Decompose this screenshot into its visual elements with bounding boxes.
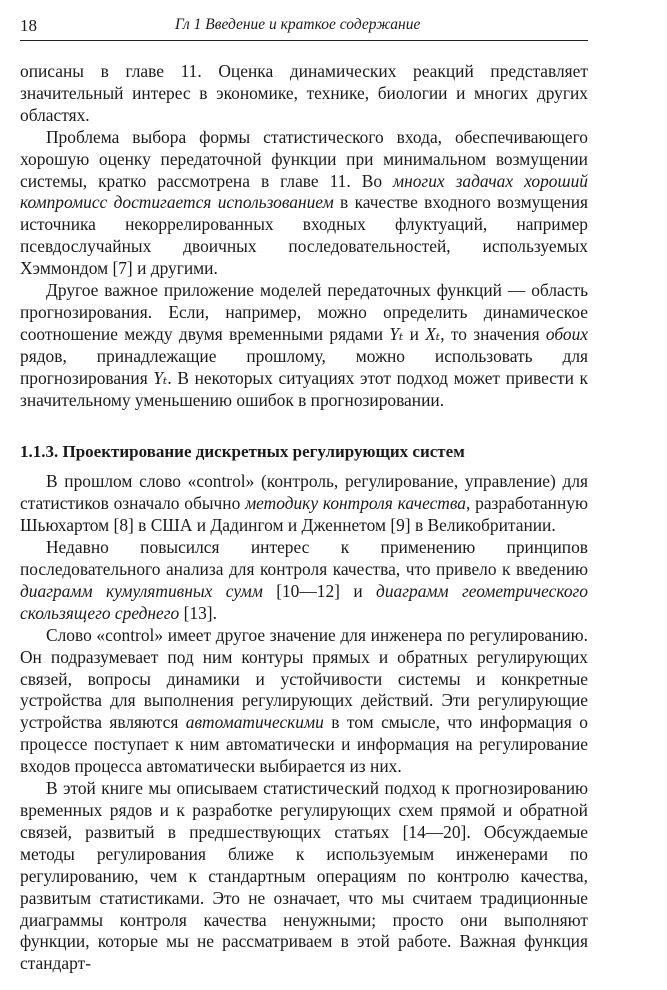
text-run: , разработанную Шьюхартом [8] в США и Дадингом и Дженнетом [9] в Великобритании. (20, 493, 588, 536)
text-run: Проблема выбора формы статистического входа, обеспечивающего хорошую оценку передаточной функции при минимальном возмущении системы, кратко рассмотрена в главе 11. Во (20, 126, 588, 191)
text-run: . В некоторых ситуациях этот подход может привести к значительному уменьшению ошибок в прогнозировании. (20, 367, 588, 410)
text-run: и (403, 323, 426, 344)
italic-text: диаграмм геометрического скользящего среднего (20, 580, 588, 623)
text-run: Другое важное приложение моделей передаточных функций — область прогнозирования. Если, например, можно определить динамическое соотношение между двумя временными рядами (20, 280, 588, 344)
text-run: в качестве входного возмущения источника некоррелированных входных флуктуаций, например псевдослучайных двоичных последовательностей, используемых Хэммондом [7] и другими. (20, 192, 589, 279)
italic-text: многих задачах хороший компромисс достигается использованием (20, 170, 588, 213)
paragraph (20, 537, 588, 625)
paragraph (20, 625, 588, 778)
text-run: рядов, принадлежащие прошлому, можно использовать для прогнозирования (20, 345, 588, 388)
text-run: В этой книге мы описываем статистический подход к прогнозированию временных рядов и к разработке регулирующих схем прямой и обратной связей, развитый в предшествующих статьях [14—20]. Обсуждаемые методы регулирования ближе к используемым инженерами по регулированию, чем к стандартным операциям по контролю качества, развитым статистиками. Это не означает, что мы считаем традиционные диаграммы контроля качества ненужными; просто они выполняют функции, которые мы не рассматриваем в этой работе. Важная функция стандарт- (20, 778, 588, 974)
section-heading: 1.1.3. Проектирование дискретных регулирующих систем (20, 441, 465, 461)
top-paragraphs (20, 61, 588, 412)
bottom-paragraphs (20, 471, 588, 975)
paragraph (20, 61, 588, 127)
paragraph (20, 280, 588, 411)
text-run: В прошлом слово «control» (контроль, регулирование, управление) для статистиков означало обычно (20, 471, 588, 514)
page-header (20, 14, 588, 41)
paragraph (20, 471, 588, 537)
text-run: описаны в главе 11. Оценка динамических реакций представляет значительный интерес в экономике, технике, биологии и многих других областях. (20, 61, 588, 125)
text-run: , то значения (440, 323, 546, 344)
text-run: Недавно повысился интерес к применению принципов последовательного анализа для контроля качества, что привело к введению (20, 537, 588, 580)
italic-text: автоматическими (185, 712, 324, 733)
italic-text: Xₜ (425, 323, 441, 344)
text-run: в том смысле, что информация о процессе поступает к ним автоматически и информация на регулирование входов процесса автоматически выбирается из них. (20, 712, 588, 777)
italic-text: диаграмм кумулятивных сумм (20, 580, 263, 601)
text-run: Слово «control» имеет другое значение для инженера по регулированию. Он подразумевает под ним контуры прямых и обратных регулирующих связей, вопросы динамики и устойчивости системы и конкретные устройства для выполнения регулирующих действий. Эти регулирующие устройства являются (20, 624, 588, 733)
italic-text: Yₜ (153, 367, 168, 388)
italic-text: методику контроля качества (245, 493, 466, 514)
paragraph (20, 127, 588, 280)
text-run: [10—12] и (262, 580, 377, 601)
paragraph (20, 778, 588, 975)
body-text (20, 61, 588, 975)
running-title: Гл 1 Введение и краткое содержание (175, 16, 421, 33)
italic-text: Yₜ (389, 323, 404, 344)
italic-text: обоих (545, 323, 588, 344)
page-number: 18 (20, 16, 37, 35)
text-run: [13]. (179, 602, 217, 623)
